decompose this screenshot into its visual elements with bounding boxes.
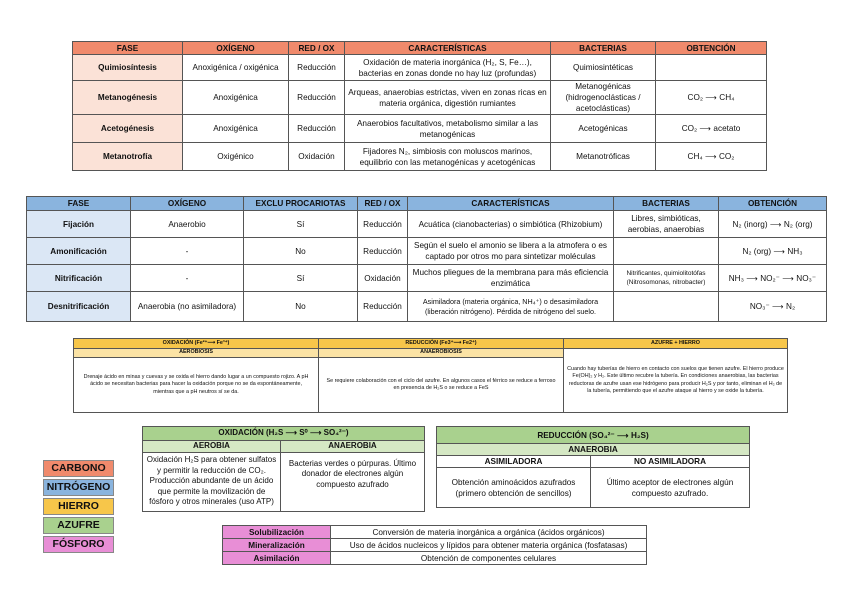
bacteria-cell: Metanotróficas (551, 143, 656, 171)
table-header-row (143, 427, 425, 441)
redox-cell: Reducción (289, 81, 345, 115)
sulfur-oxidation-table (142, 426, 425, 512)
oxygen-cell: Anaerobio (131, 211, 244, 238)
redox-cell: Reducción (358, 292, 408, 322)
characteristics-cell: Muchos pliegues de la membrana para más eficiencia enzimática (408, 265, 614, 292)
redox-cell: Reducción (289, 115, 345, 143)
header-cell: OXÍGENO (183, 42, 289, 55)
obtention-cell: NH₃ ⟶ NO₂⁻ ⟶ NO₃⁻ (719, 265, 827, 292)
legend-item-nitrogeno: NITRÓGENO (43, 479, 114, 496)
characteristics-cell: Fijadores N₂, simbiosis con moluscos marinos, equilibrio con las metanogénicas y acetogénicas (345, 143, 551, 171)
sulfur-iron-header: AZUFRE + HIERRO (564, 339, 788, 349)
aerobiosis-subheader: AEROBIOSIS (74, 349, 319, 358)
legend-item-hierro: HIERRO (43, 498, 114, 515)
table-subheader-row (74, 349, 788, 358)
table-header-row (27, 197, 827, 211)
iron-reduction-header: REDUCCIÓN (Fe3⁺⟶ Fe2⁺) (319, 339, 564, 349)
table-row (223, 539, 647, 552)
anaerobiosis-subheader: ANAEROBIOSIS (319, 349, 564, 358)
oxygen-cell: Anoxigénica / oxigénica (183, 55, 289, 81)
table-row (73, 55, 767, 81)
table-header-row (437, 427, 750, 444)
table-header-row (74, 339, 788, 349)
oxygen-cell: - (131, 238, 244, 265)
table-row (437, 468, 750, 508)
header-cell: OBTENCIÓN (656, 42, 767, 55)
iron-reduction-text: Se requiere colaboración con el ciclo del azufre. En algunos casos el férrico se reduce a ferroso en presencia de H₂S o se reduce a FeS (319, 358, 564, 413)
header-cell: RED / OX (289, 42, 345, 55)
characteristics-cell: Arqueas, anaerobias estrictas, viven en zonas ricas en materia orgánica, digestión rumiantes (345, 81, 551, 115)
legend-item-fosforo: FÓSFORO (43, 536, 114, 553)
description-cell: Obtención de componentes celulares (331, 552, 647, 565)
redox-cell: Reducción (358, 238, 408, 265)
characteristics-cell: Asimiladora (materia orgánica, NH₄⁺) o desasimiladora (liberación nitrógeno). Pérdida de nitrógeno del suelo. (408, 292, 614, 322)
non-assimilatory-subheader: NO ASIMILADORA (591, 456, 750, 468)
table-row (223, 552, 647, 565)
bacteria-cell (614, 238, 719, 265)
table-header-row (73, 42, 767, 55)
iron-oxidation-header: OXIDACIÓN (Fe²⁺⟶ Fe³⁺) (74, 339, 319, 349)
phase-cell: Asimilación (223, 552, 331, 565)
table-row (73, 143, 767, 171)
table-subheader-row (143, 441, 425, 453)
exclusive-cell: No (244, 292, 358, 322)
aerobic-subheader: AEROBIA (143, 441, 281, 453)
exclusive-cell: No (244, 238, 358, 265)
bacteria-cell: Nitrificantes, quimiolitotófas (Nitrosomonas, nitrobacter) (614, 265, 719, 292)
header-cell: CARACTERÍSTICAS (345, 42, 551, 55)
header-cell: BACTERIAS (551, 42, 656, 55)
table-row (27, 211, 827, 238)
assimilatory-subheader: ASIMILADORA (437, 456, 591, 468)
table-subheader-row (437, 456, 750, 468)
redox-cell: Oxidación (289, 143, 345, 171)
characteristics-cell: Según el suelo el amonio se libera a la atmofera o es captado por otros mo para sintetizar moléculas (408, 238, 614, 265)
sulfur-reduction-header: REDUCCIÓN (SO₄²⁻ ⟶ H₂S) (437, 427, 750, 444)
anaerobic-subheader: ANAEROBIA (437, 444, 750, 456)
redox-cell: Reducción (358, 211, 408, 238)
exclusive-cell: Sí (244, 211, 358, 238)
description-cell: Conversión de materia inorgánica a orgánica (ácidos orgánicos) (331, 526, 647, 539)
table-row (143, 452, 425, 511)
table-row (27, 265, 827, 292)
phase-cell: Mineralización (223, 539, 331, 552)
bacteria-cell: Metanogénicas (hidrogenoclásticas / acetoclásticas) (551, 81, 656, 115)
oxygen-cell: Anoxigénica (183, 115, 289, 143)
header-cell: EXCLU PROCARIOTAS (244, 197, 358, 211)
table-row (27, 292, 827, 322)
anaerobic-subheader: ANAEROBIA (281, 441, 425, 453)
bacteria-cell: Libres, simbióticas, aerobias, anaerobias (614, 211, 719, 238)
color-legend (43, 460, 114, 555)
phase-cell: Nitrificación (27, 265, 131, 292)
header-cell: FASE (73, 42, 183, 55)
header-cell: CARACTERÍSTICAS (408, 197, 614, 211)
phase-cell: Quimiosíntesis (73, 55, 183, 81)
sulfur-oxidation-header: OXIDACIÓN (H₂S ⟶ S⁰ ⟶ SO₄²⁻) (143, 427, 425, 441)
phase-cell: Fijación (27, 211, 131, 238)
characteristics-cell: Anaerobios facultativos, metabolismo similar a las metanogénicas (345, 115, 551, 143)
bacteria-cell (614, 292, 719, 322)
characteristics-cell: Acuática (cianobacterias) o simbiótica (Rhizobium) (408, 211, 614, 238)
header-cell: FASE (27, 197, 131, 211)
obtention-cell: NO₃⁻ ⟶ N₂ (719, 292, 827, 322)
phase-cell: Metanogénesis (73, 81, 183, 115)
nitrogen-cycle-table (26, 196, 827, 322)
table-row (223, 526, 647, 539)
obtention-cell: CO₂ ⟶ CH₄ (656, 81, 767, 115)
characteristics-cell: Oxidación de materia inorgánica (H₂, S, Fe…), bacterias en zonas donde no hay luz (profundas) (345, 55, 551, 81)
exclusive-cell: Sí (244, 265, 358, 292)
table-row (73, 115, 767, 143)
aerobic-text: Oxidación H₂S para obtener sulfatos y permitir la reducción de CO₂. Producción abundante de un ácido que permite la movilización de fósforo y otros minerales (uso ATP) (143, 452, 281, 511)
header-cell: OBTENCIÓN (719, 197, 827, 211)
obtention-cell: CH₄ ⟶ CO₂ (656, 143, 767, 171)
phase-cell: Solubilización (223, 526, 331, 539)
bacteria-cell: Acetogénicas (551, 115, 656, 143)
redox-cell: Reducción (289, 55, 345, 81)
description-cell: Uso de ácidos nucleicos y lípidos para obtener materia orgánica (fosfatasas) (331, 539, 647, 552)
iron-oxidation-text: Drenaje ácido en minas y cuevas y se oxida el hierro dando lugar a un compuesto rojizo. A pH ácido se necesitan bacterias para hacer la oxidación porque no se da espontáneamente, mientras que a pH neutros sí se da. (74, 358, 319, 413)
redox-cell: Oxidación (358, 265, 408, 292)
carbon-cycle-table (72, 41, 767, 171)
oxygen-cell: Oxigénico (183, 143, 289, 171)
header-cell: RED / OX (358, 197, 408, 211)
table-row (73, 81, 767, 115)
obtention-cell: N₂ (inorg) ⟶ N₂ (org) (719, 211, 827, 238)
phase-cell: Metanotrofía (73, 143, 183, 171)
header-cell: OXÍGENO (131, 197, 244, 211)
phase-cell: Acetogénesis (73, 115, 183, 143)
non-assimilatory-text: Último aceptor de electrones algún compuesto azufrado. (591, 468, 750, 508)
oxygen-cell: Anaerobia (no asimiladora) (131, 292, 244, 322)
sulfur-reduction-table (436, 426, 750, 508)
oxygen-cell: Anoxigénica (183, 81, 289, 115)
header-cell: BACTERIAS (614, 197, 719, 211)
legend-item-carbono: CARBONO (43, 460, 114, 477)
anaerobic-text: Bacterias verdes o púrpuras. Último donador de electrones algún compuesto azufrado (281, 452, 425, 511)
iron-cycle-table (73, 338, 788, 413)
legend-item-azufre: AZUFRE (43, 517, 114, 534)
oxygen-cell: - (131, 265, 244, 292)
obtention-cell: N₂ (org) ⟶ NH₃ (719, 238, 827, 265)
assimilatory-text: Obtención aminoácidos azufrados (primero obtención de sencillos) (437, 468, 591, 508)
obtention-cell: CO₂ ⟶ acetato (656, 115, 767, 143)
table-subheader-row (437, 444, 750, 456)
phase-cell: Amonificación (27, 238, 131, 265)
table-row (27, 238, 827, 265)
sulfur-iron-text: Cuando hay tuberías de hierro en contacto con suelos que tienen azufre. El hierro produce Fe(OH)₂ y H₂. Este último recubre la tubería. En condiciones anaerobias, las bacterias reductoras de azufre usan ese hidrógeno para producir H₂S y por tanto, eliminan el H₂ de la tubería, permitiendo que el azufre ataque al hierro y se oxide la tubería. (564, 349, 788, 413)
obtention-cell (656, 55, 767, 81)
phase-cell: Desnitrificación (27, 292, 131, 322)
phosphorus-cycle-table (222, 525, 647, 565)
bacteria-cell: Quimiosintéticas (551, 55, 656, 81)
